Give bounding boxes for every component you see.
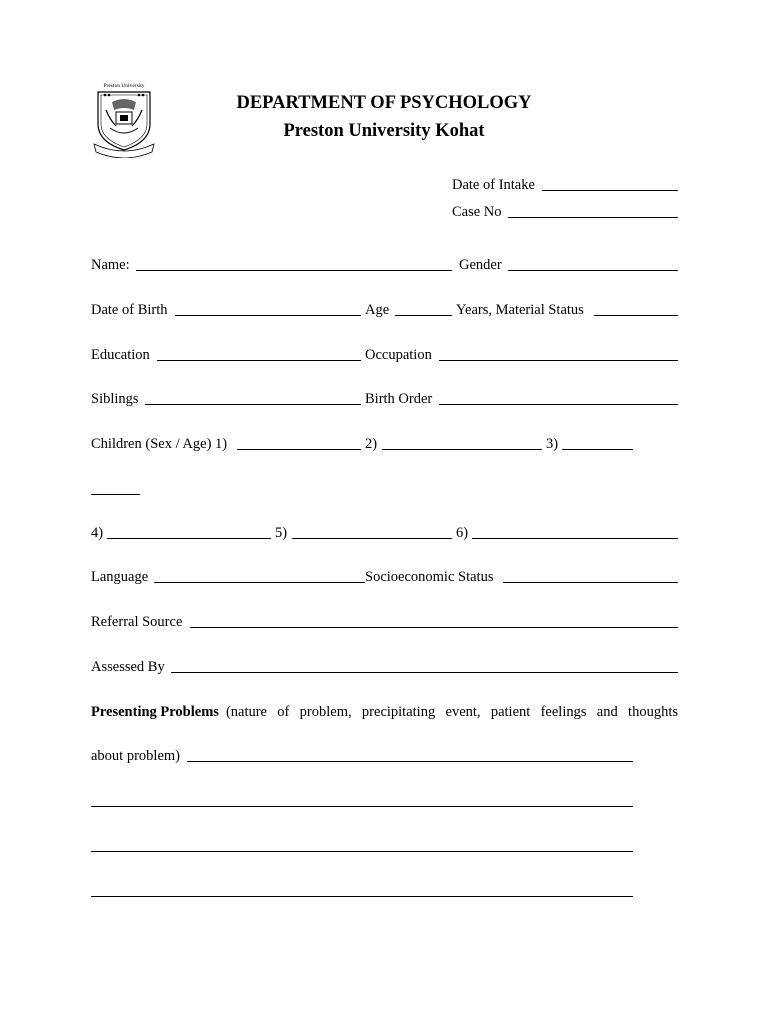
date-of-intake-field[interactable] — [542, 190, 678, 191]
child-6-field[interactable] — [472, 538, 678, 539]
child-5-label: 5) — [275, 525, 288, 541]
logo-text: Preston University — [103, 83, 145, 89]
name-field[interactable] — [136, 270, 452, 271]
presenting-problems-continued: about problem) — [91, 748, 180, 764]
socioeconomic-label: Socioeconomic Status — [365, 569, 494, 585]
presenting-problems-description: (nature of problem, precipitating event, patient feelings and thoughts — [225, 704, 678, 720]
birth-order-field[interactable] — [439, 404, 678, 405]
university-title: Preston University Kohat — [283, 121, 485, 141]
assessed-field[interactable] — [171, 672, 678, 673]
child-2-label: 2) — [365, 436, 378, 452]
presenting-problems-field-3[interactable] — [91, 851, 633, 852]
child-4-label: 4) — [91, 525, 104, 541]
education-label: Education — [91, 347, 150, 363]
referral-field[interactable] — [190, 627, 678, 628]
birth-order-label: Birth Order — [365, 391, 433, 407]
referral-label: Referral Source — [91, 614, 183, 630]
name-label: Name: — [91, 257, 130, 273]
child-1-field[interactable] — [237, 449, 361, 450]
university-logo — [92, 80, 156, 158]
date-of-intake-label: Date of Intake — [452, 177, 535, 193]
child-6-label: 6) — [456, 525, 469, 541]
dob-label: Date of Birth — [91, 302, 168, 318]
siblings-label: Siblings — [91, 391, 139, 407]
child-5-field[interactable] — [292, 538, 452, 539]
siblings-field[interactable] — [145, 404, 361, 405]
presenting-problems-field-1[interactable] — [187, 761, 633, 762]
gender-field[interactable] — [508, 270, 678, 271]
occupation-label: Occupation — [365, 347, 432, 363]
presenting-problems-field-2[interactable] — [91, 806, 633, 807]
case-no-field[interactable] — [508, 217, 678, 218]
child-3-label: 3) — [546, 436, 559, 452]
department-title: DEPARTMENT OF PSYCHOLOGY — [236, 93, 532, 113]
child-3-field-continued[interactable] — [91, 494, 140, 495]
child-3-field[interactable] — [562, 449, 633, 450]
socioeconomic-field[interactable] — [503, 582, 678, 583]
case-no-label: Case No — [452, 204, 502, 220]
presenting-problems-field-4[interactable] — [91, 896, 633, 897]
years-status-label: Years, Material Status — [456, 302, 584, 318]
age-label: Age — [365, 302, 390, 318]
children-label: Children (Sex / Age) 1) — [91, 436, 228, 452]
child-4-field[interactable] — [107, 538, 271, 539]
language-field[interactable] — [154, 582, 365, 583]
education-field[interactable] — [157, 360, 361, 361]
marital-status-field[interactable] — [594, 315, 678, 316]
age-field[interactable] — [395, 315, 452, 316]
gender-label: Gender — [459, 257, 502, 273]
presenting-problems-heading: Presenting Problems — [91, 704, 219, 720]
assessed-label: Assessed By — [91, 659, 165, 675]
dob-field[interactable] — [175, 315, 361, 316]
child-2-field[interactable] — [382, 449, 542, 450]
language-label: Language — [91, 569, 149, 585]
presenting-problems-line — [91, 703, 678, 721]
occupation-field[interactable] — [439, 360, 678, 361]
